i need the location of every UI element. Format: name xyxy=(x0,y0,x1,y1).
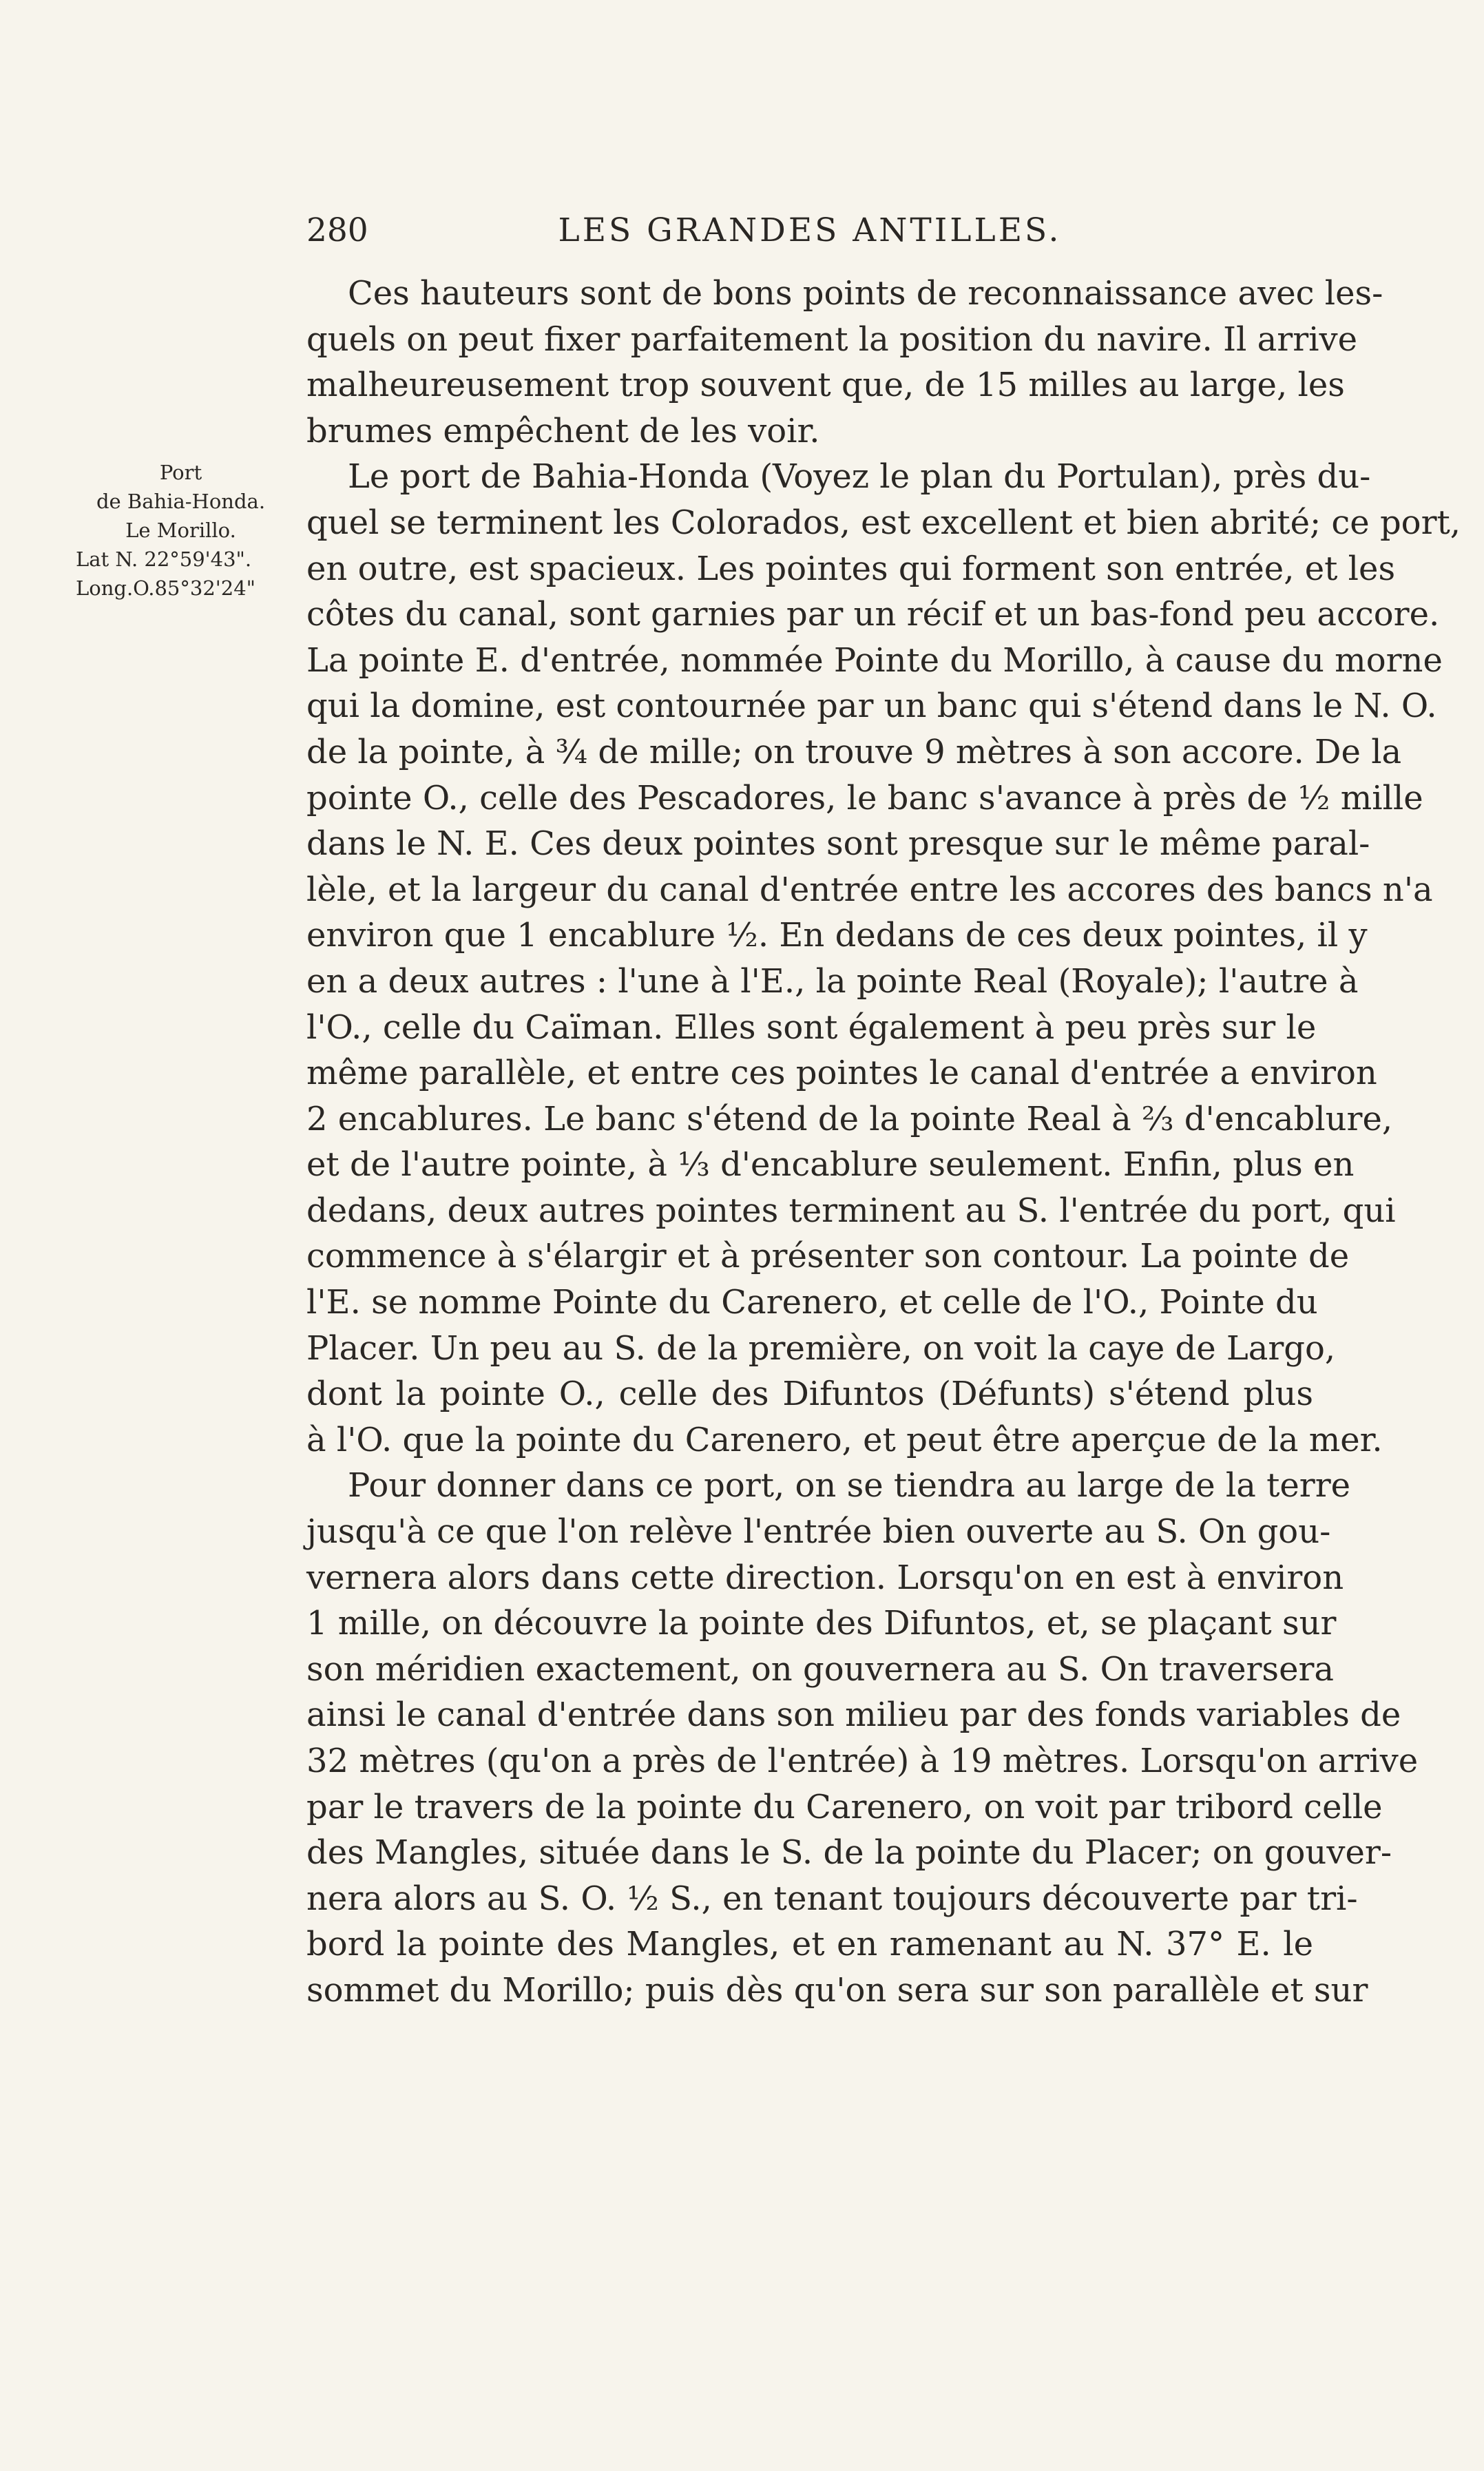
text-line: ainsi le canal d'entrée dans son milieu par des fonds variables de xyxy=(306,1696,1401,1735)
text-line: même parallèle, et entre ces pointes le canal d'entrée a environ xyxy=(306,1054,1377,1093)
margin-note-line: Long.O.85°32'24" xyxy=(76,576,255,600)
page-number: 280 xyxy=(306,211,368,249)
text-line: Pour donner dans ce port, on se tiendra au large de la terre xyxy=(348,1466,1351,1505)
text-line: bord la pointe des Mangles, et en ramenant au N. 37° E. le xyxy=(306,1925,1313,1964)
text-line: côtes du canal, sont garnies par un récif et un bas-fond peu accore. xyxy=(306,595,1440,634)
text-line: commence à s'élargir et à présenter son contour. La pointe de xyxy=(306,1237,1350,1276)
text-line: quels on peut fixer parfaitement la position du navire. Il arrive xyxy=(306,320,1358,359)
text-line: malheureusement trop souvent que, de 15 milles au large, les xyxy=(306,366,1345,405)
text-line: environ que 1 encablure ½. En dedans de ces deux pointes, il y xyxy=(306,916,1368,955)
text-line: nera alors au S. O. ½ S., en tenant toujours découverte par tri- xyxy=(306,1879,1358,1918)
text-line: 2 encablures. Le banc s'étend de la pointe Real à ⅔ d'encablure, xyxy=(306,1099,1393,1138)
text-line: jusqu'à ce que l'on relève l'entrée bien ouverte au S. On gou- xyxy=(306,1512,1331,1552)
text-line: dans le N. E. Ces deux pointes sont presque sur le même paral- xyxy=(306,824,1370,864)
text-line: 1 mille, on découvre la pointe des Difuntos, et, se plaçant sur xyxy=(306,1604,1337,1643)
text-line: dedans, deux autres pointes terminent au S. l'entrée du port, qui xyxy=(306,1191,1396,1230)
text-line: brumes empêchent de les voir. xyxy=(306,411,820,450)
text-line: lèle, et la largeur du canal d'entrée entre les accores des bancs n'a xyxy=(306,870,1433,909)
text-line: des Mangles, située dans le S. de la pointe du Placer; on gouver- xyxy=(306,1833,1392,1873)
text-line: l'E. se nomme Pointe du Carenero, et celle de l'O., Pointe du xyxy=(306,1283,1318,1322)
text-line: de la pointe, à ¾ de mille; on trouve 9 mètres à son accore. De la xyxy=(306,732,1402,771)
text-line: dont la pointe O., celle des Difuntos (Défunts) s'étend plus xyxy=(306,1375,1313,1414)
text-line: l'O., celle du Caïman. Elles sont également à peu près sur le xyxy=(306,1008,1317,1047)
text-line: Placer. Un peu au S. de la première, on voit la caye de Largo, xyxy=(306,1328,1336,1368)
text-line: sommet du Morillo; puis dès qu'on sera sur son parallèle et sur xyxy=(306,1970,1368,2010)
page-header xyxy=(306,207,1313,255)
text-line: pointe O., celle des Pescadores, le banc s'avance à près de ½ mille xyxy=(306,778,1423,817)
text-line: en outre, est spacieux. Les pointes qui forment son entrée, et les xyxy=(306,549,1396,588)
text-line: et de l'autre pointe, à ⅓ d'encablure seulement. Enfin, plus en xyxy=(306,1145,1355,1185)
margin-note xyxy=(76,458,286,603)
margin-note-line: de Bahia-Honda. xyxy=(96,490,266,513)
text-line: qui la domine, est contournée par un banc qui s'étend dans le N. O. xyxy=(306,687,1437,726)
running-title: LES GRANDES ANTILLES. xyxy=(558,211,1062,249)
text-line: vernera alors dans cette direction. Lorsqu'on en est à environ xyxy=(306,1558,1344,1597)
text-line: son méridien exactement, on gouvernera au S. On traversera xyxy=(306,1649,1335,1689)
margin-note-line: Port xyxy=(159,461,202,484)
text-line: à l'O. que la pointe du Carenero, et peut être aperçue de la mer. xyxy=(306,1420,1383,1459)
margin-note-line: Lat N. 22°59'43". xyxy=(76,548,252,571)
text-line: par le travers de la pointe du Carenero, on voit par tribord celle xyxy=(306,1787,1383,1826)
text-line: Le port de Bahia-Honda (Voyez le plan du Portulan), près du- xyxy=(348,457,1371,497)
text-line: en a deux autres : l'une à l'E., la pointe Real (Royale); l'autre à xyxy=(306,961,1359,1001)
text-line: quel se terminent les Colorados, est excellent et bien abrité; ce port, xyxy=(306,503,1461,542)
text-line: 32 mètres (qu'on a près de l'entrée) à 19 mètres. Lorsqu'on arrive xyxy=(306,1742,1419,1780)
text-line: La pointe E. d'entrée, nommée Pointe du Morillo, à cause du morne xyxy=(306,640,1443,680)
text-line: Ces hauteurs sont de bons points de reconnaissance avec les- xyxy=(348,274,1383,313)
body-text xyxy=(306,271,1461,2014)
margin-note-line: Le Morillo. xyxy=(125,519,236,542)
